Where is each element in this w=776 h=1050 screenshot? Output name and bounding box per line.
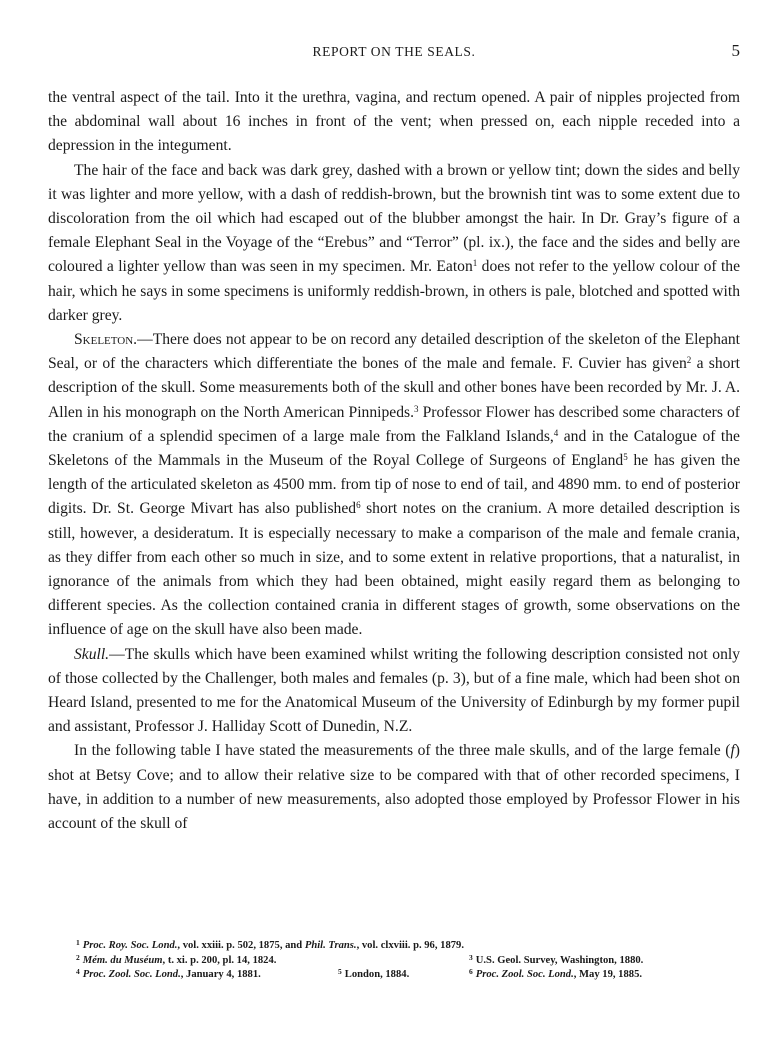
- paragraph-skeleton: [48, 328, 740, 643]
- body-text: [48, 86, 740, 836]
- footnote-row: [76, 965, 726, 980]
- paragraph-text: —There does not appear to be on record any detailed description of the skeleton of the Elephant Seal, or of the characters which differentiate the bones of the male and female. F. Cuvier has given: [48, 331, 740, 373]
- citation-title: Mém. du Muséum: [82, 954, 163, 966]
- running-title: REPORT ON THE SEALS.: [312, 44, 476, 59]
- citation-detail: , vol. clxviii. p. 96, 1879.: [356, 940, 464, 951]
- footnotes: [76, 936, 726, 980]
- paragraph-text: —The skulls which have been examined whilst writing the following description consisted not only of those collected by the Challenger, both males and females (p. 3), but of a fine male, which had been shot on Heard Island, presented to me for the Anatomical Museum of the University of Edinburgh by my former pupil and assistant, Professor J. Halliday Scott of Dunedin, N.Z.: [48, 645, 740, 736]
- footnote-ref: 5: [623, 452, 628, 463]
- page-number: 5: [731, 41, 740, 60]
- footnote-row: [76, 936, 726, 951]
- footnote-row: [76, 951, 726, 966]
- paragraph-text: In the following table I have stated the measurements of the three male skulls, and of the large female (: [74, 742, 731, 760]
- paragraph-text: does not refer to the yellow colour of the hair, which he says in some specimens is uniformly reddish-brown, in others is pale, blotched and spotted with darker grey.: [48, 258, 741, 324]
- citation-detail: , January 4, 1881.: [180, 969, 261, 981]
- footnote-marker: 3: [469, 952, 473, 962]
- footnote-ref: 3: [413, 403, 419, 414]
- paragraph-text: Professor Flower has described some characters of the cranium of a splendid specimen of a large male from the Falkland Islands,: [48, 403, 741, 445]
- paragraph-text: and in the Catalogue of the Skeletons of the Mammals in the Museum of the Royal College of Surgeons of England: [48, 427, 740, 470]
- paragraph-text: the ventral aspect of the tail. Into it the urethra, vagina, and rectum opened. A pair of nipples projected from the abdominal wall about 16 inches in front of the vent; when pressed on, each nipple receded into a depression in the integument.: [48, 89, 740, 155]
- paragraph-text: The hair of the face and back was dark grey, dashed with a brown or yellow tint; down the sides and belly it was lighter and more yellow, with a dash of reddish-brown, but the brownish tint was to some extent due to discoloration from the oil which had escaped out of the blubber amongst the hair. In Dr. Gray’s figure of a female Elephant Seal in the Voyage of the “Erebus” and “Terror” (pl. ix.), the face and the sides and belly are coloured a lighter yellow than was seen in my specimen. Mr. Eaton: [48, 161, 740, 276]
- paragraph-hair: [48, 159, 740, 328]
- citation-title: Proc. Roy. Soc. Lond.: [82, 940, 178, 951]
- citation-title: Phil. Trans.: [304, 940, 357, 951]
- footnote-ref: 6: [356, 500, 361, 511]
- paragraph-text: short notes on the cranium. A more detailed description is still, however, a desideratum. It is especially necessary to make a comparison of the male and female crania, as they differ from each other so much in size, and to some extent in relative proportions, that a naturalist, in ignorance of the animals from which they had been obtained, might easily regard them as belonging to different species. As the collection contained crania in different stages of growth, some observations on the influence of age on the skull have also been made.: [48, 500, 740, 639]
- citation-detail: , May 19, 1885.: [573, 969, 643, 981]
- citation-detail: , vol. xxiii. p. 502, 1875, and: [177, 940, 305, 951]
- section-heading-skeleton: Skeleton.: [74, 331, 138, 349]
- footnote-marker: 5: [338, 967, 342, 977]
- footnote-ref: 4: [553, 427, 559, 438]
- citation-detail: U.S. Geol. Survey, Washington, 1880.: [475, 954, 644, 966]
- citation-detail: , t. xi. p. 200, pl. 14, 1824.: [162, 954, 277, 966]
- footnote-2: [76, 952, 277, 966]
- female-symbol: f: [730, 742, 735, 760]
- footnote-marker: 2: [76, 952, 80, 962]
- page-header: [48, 41, 740, 64]
- citation-title: Proc. Zool. Soc. Lond.: [82, 969, 181, 981]
- footnote-marker: 6: [469, 967, 473, 977]
- paragraph-text: a short description of the skull. Some measurements both of the skull and other bones have been recorded by Mr. J. A. Allen in his monograph on the North American Pinnipeds.: [48, 355, 740, 421]
- footnote-5: [338, 965, 409, 983]
- footnote-6: [469, 965, 642, 983]
- paragraph-tail: [48, 86, 740, 159]
- paragraph-text: ) shot at Betsy Cove; and to allow their relative size to be compared with that of other recorded specimens, I have, in addition to a number of new measurements, also adopted those employed by Professor Flower in his account of the skull of: [48, 742, 740, 833]
- footnote-marker: 4: [76, 967, 80, 977]
- footnote-marker: 1: [76, 938, 80, 947]
- footnote-ref: 2: [686, 355, 692, 366]
- paragraph-skull: [48, 643, 740, 740]
- footnote-1: [76, 940, 464, 951]
- paragraph-table-intro: [48, 739, 740, 836]
- footnote-ref: 1: [472, 258, 478, 269]
- citation-detail: London, 1884.: [344, 969, 410, 981]
- footnote-4: [76, 969, 261, 980]
- paragraph-text: he has given the length of the articulated skeleton as 4500 mm. from tip of nose to end of tail, and 4890 mm. to end of posterior digits. Dr. St. George Mivart has also published: [48, 452, 740, 518]
- section-heading-skull: Skull.: [74, 645, 110, 663]
- citation-title: Proc. Zool. Soc. Lond.: [475, 969, 574, 981]
